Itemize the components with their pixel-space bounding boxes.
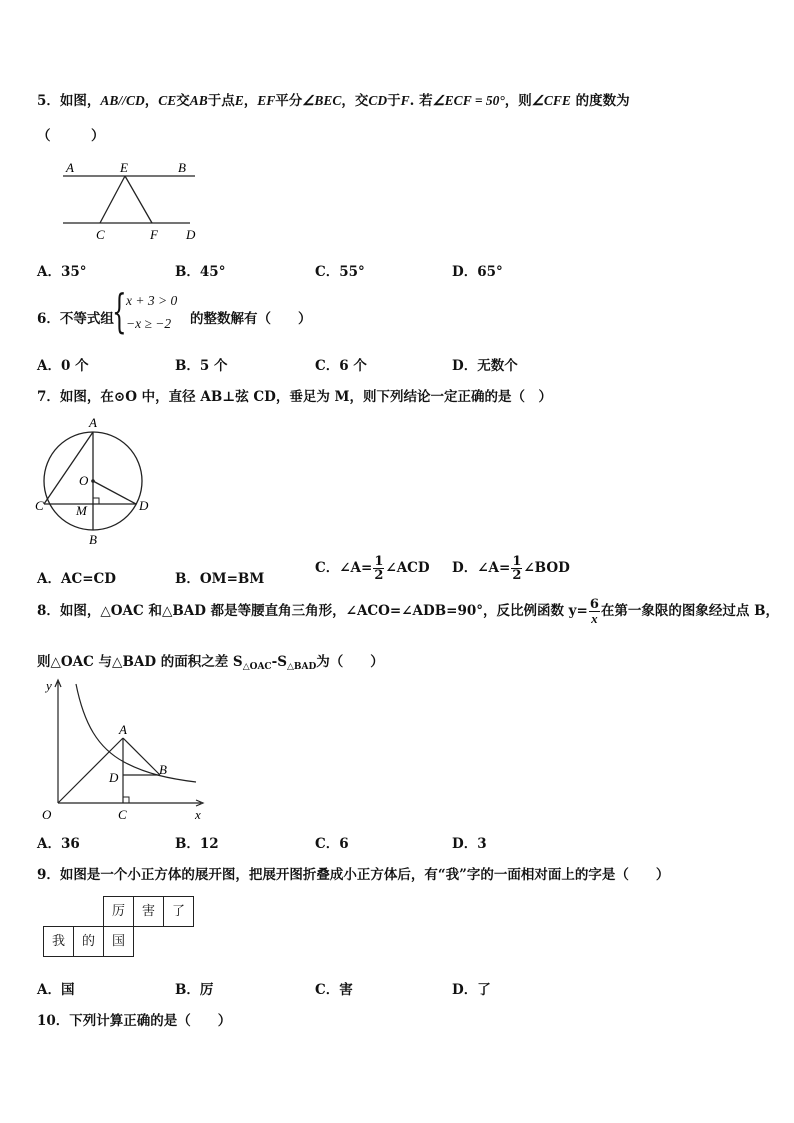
q8-option-b[interactable]: B．12	[175, 836, 219, 852]
label-o: O	[42, 807, 52, 822]
q5-option-a[interactable]: A．35°	[37, 264, 87, 280]
q8-stem-line2: 则△OAC 与△BAD 的面积之差 $S_{\triangle OAC}-S_{\triangle BAD}$为（ ）	[37, 654, 384, 672]
q6-inequality-1: x + 3 > 0	[126, 293, 178, 308]
q6-option-a[interactable]: A．0 个	[37, 358, 89, 374]
label-a: A	[89, 415, 97, 430]
q8-option-d[interactable]: D．3	[452, 836, 487, 852]
right-angle-mark	[93, 498, 99, 504]
q5-stem: 5．如图，AB//CD，CE交AB于点E，EF平分∠BEC，交CD于F. 若∠ECF = 50°，则∠CFE 的度数为	[37, 93, 630, 109]
q6-stem-pre: 6．不等式组	[37, 311, 114, 327]
q9-cube-net	[40, 896, 200, 962]
label-f: F	[150, 227, 158, 242]
q5-answer-paren: （ ）	[37, 128, 105, 144]
cube-face-bottom-2: 的	[73, 926, 104, 957]
q6-brace: {	[112, 284, 127, 338]
cube-face-bottom-3: 国	[103, 926, 134, 957]
q9-option-c[interactable]: C．害	[315, 982, 353, 998]
q10-stem: 10．下列计算正确的是（ ）	[37, 1013, 232, 1029]
label-b: B	[89, 532, 97, 547]
q6-stem-post: 的整数解有（ ）	[190, 311, 312, 327]
label-a: A	[119, 722, 127, 737]
cube-face-top-3: 了	[163, 896, 194, 927]
label-d: D	[109, 770, 119, 785]
label-y: y	[46, 678, 52, 693]
cube-face-bottom-1: 我	[43, 926, 74, 957]
q7-option-d[interactable]: D．∠A= $\frac{1}{2}$ ∠BOD	[452, 554, 570, 583]
q6-option-d[interactable]: D．无数个	[452, 358, 518, 374]
segment-ec	[100, 176, 125, 223]
segment-ef	[125, 176, 152, 223]
label-b: B	[178, 160, 186, 175]
segment-ac	[44, 432, 93, 504]
q9-option-d[interactable]: D．了	[452, 982, 491, 998]
label-e: E	[120, 160, 128, 175]
q6-option-b[interactable]: B．5 个	[175, 358, 228, 374]
label-b: B	[159, 762, 167, 777]
q7-option-a[interactable]: A．AC=CD	[37, 571, 116, 587]
q7-figure	[33, 413, 158, 548]
label-c: C	[35, 498, 44, 513]
label-o: O	[79, 473, 89, 488]
q7-option-b[interactable]: B．OM=BM	[175, 571, 265, 587]
label-m: M	[76, 503, 87, 518]
q5-option-d[interactable]: D．65°	[452, 264, 503, 280]
q6-inequality-2: −x ≥ −2	[126, 316, 172, 331]
q5-option-b[interactable]: B．45°	[175, 264, 226, 280]
q9-stem: 9．如图是一个小正方体的展开图，把展开图折叠成小正方体后，有“我”字的一面相对面上的字是（ ）	[37, 867, 670, 883]
fraction-6-over-x: $\frac{6}{x}$	[589, 597, 599, 626]
label-d: D	[139, 498, 149, 513]
q7-option-c[interactable]: C．∠A= $\frac{1}{2}$ ∠ACD	[315, 554, 430, 583]
fraction-half: $\frac{1}{2}$	[374, 554, 384, 583]
q7-stem: 7．如图，在⊙O 中，直径 AB⊥弦 CD，垂足为 M，则下列结论一定正确的是（ ）	[37, 389, 553, 405]
q9-option-a[interactable]: A．国	[37, 982, 75, 998]
q6-option-c[interactable]: C．6 个	[315, 358, 367, 374]
q9-option-b[interactable]: B．厉	[175, 982, 214, 998]
right-angle-mark-c	[123, 797, 129, 803]
q5-option-c[interactable]: C．55°	[315, 264, 365, 280]
label-c: C	[96, 227, 105, 242]
label-d: D	[186, 227, 196, 242]
q8-stem-line1: 8．如图，△OAC 和△BAD 都是等腰直角三角形，∠ACO=∠ADB=90°，反比例函数 y= $\frac{6}{x}$ 在第一象限的图象经过点 B，	[37, 597, 780, 626]
q5-figure	[55, 155, 215, 243]
cube-face-top-1: 厉	[103, 896, 134, 927]
q8-option-c[interactable]: C．6	[315, 836, 349, 852]
label-x: x	[195, 807, 201, 822]
label-a: A	[66, 160, 74, 175]
label-c: C	[118, 807, 127, 822]
fraction-half: $\frac{1}{2}$	[512, 554, 522, 583]
center-dot	[91, 479, 95, 483]
cube-face-top-2: 害	[133, 896, 164, 927]
q8-option-a[interactable]: A．36	[37, 836, 80, 852]
q8-figure	[36, 676, 206, 824]
